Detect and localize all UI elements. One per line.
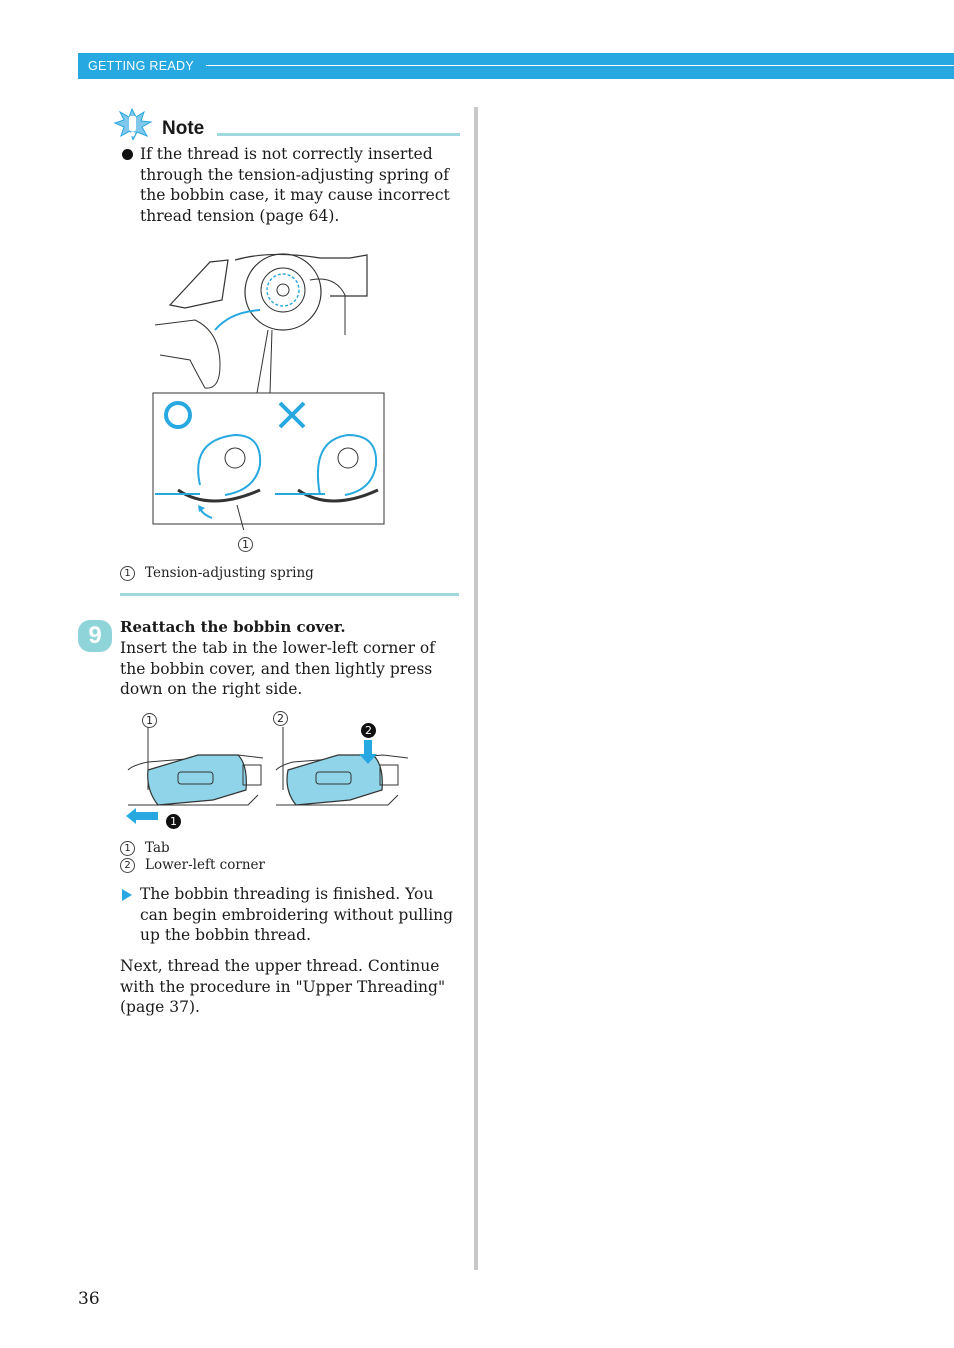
legend-label: Tab (145, 840, 170, 856)
result-item (120, 884, 460, 946)
note-title: Note (162, 118, 205, 139)
header-rule (206, 65, 954, 66)
legend-label: Tension-adjusting spring (145, 565, 314, 581)
step-body: Insert the tab in the lower-left corner of the bobbin cover, and then lightly press down on the right side. (120, 639, 435, 698)
header-bar (78, 53, 954, 79)
step-number-badge: 9 (78, 620, 112, 652)
note-bullet (120, 144, 460, 226)
step-title: Reattach the bobbin cover. (120, 618, 346, 636)
legend-number: 1 (120, 566, 135, 581)
triangle-bullet-icon (122, 889, 132, 901)
figure2-callout-2: 2 (273, 711, 288, 726)
result-text: The bobbin threading is finished. You can begin embroidering without pulling up the bobbin thread. (140, 885, 454, 944)
figure1-legend-item (120, 565, 314, 581)
note-bullet-text: If the thread is not correctly inserted through the tension-adjusting spring of the bobbin case, it may cause incorrect thread tension (page 64). (140, 145, 450, 225)
bobbin-case-illustration (150, 250, 390, 530)
legend-number: 1 (120, 841, 135, 856)
section-label: GETTING READY (88, 59, 194, 73)
page-number: 36 (78, 1289, 100, 1309)
figure2-legend-item-2 (120, 857, 265, 873)
action-mark-2: 2 (361, 723, 376, 738)
bullet-dot-icon (122, 149, 133, 160)
action-mark-1: 1 (166, 814, 181, 829)
next-paragraph: Next, thread the upper thread. Continue with the procedure in "Upper Threading" (page 37). (120, 957, 446, 1016)
note-rule (217, 133, 460, 136)
figure1-callout: 1 (238, 537, 253, 552)
figure2-callout-1: 1 (142, 713, 157, 728)
legend-label: Lower-left corner (145, 857, 265, 873)
note-header (114, 108, 460, 140)
column-divider (474, 107, 478, 1270)
note-end-rule (120, 593, 459, 596)
figure2-legend-item-1 (120, 840, 170, 856)
legend-number: 2 (120, 858, 135, 873)
note-icon (114, 108, 154, 140)
bobbin-case-figure (150, 250, 390, 530)
